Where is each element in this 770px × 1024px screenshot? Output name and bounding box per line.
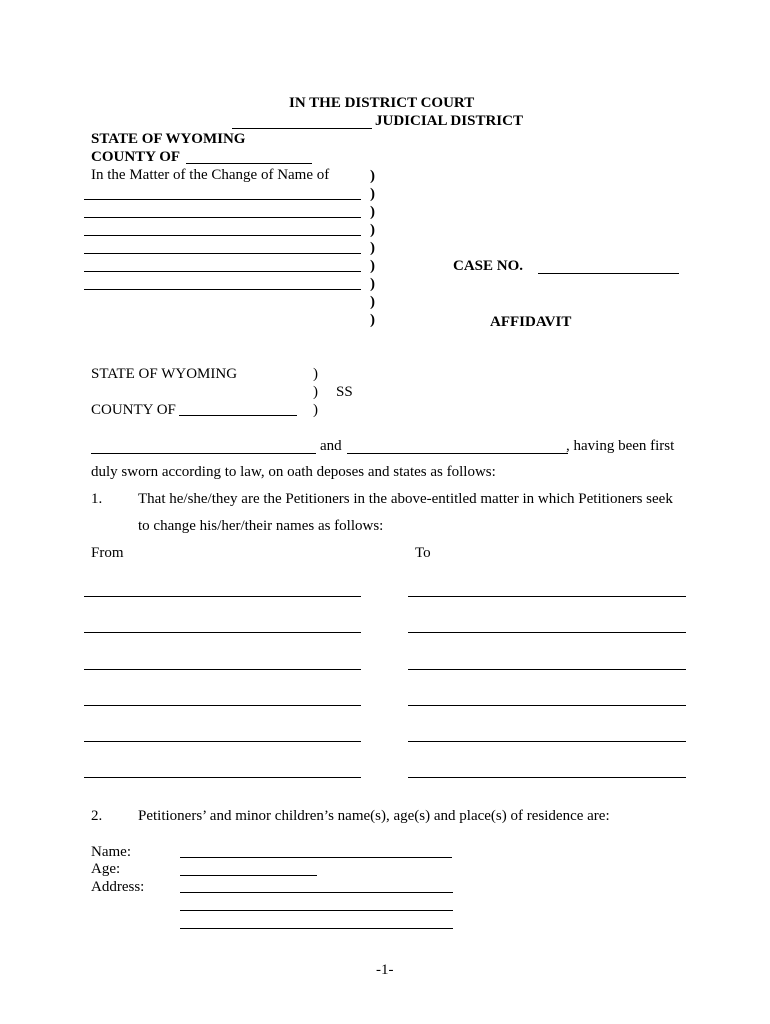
caption-county: COUNTY OF	[91, 149, 181, 165]
district-number-field[interactable]	[232, 128, 372, 129]
petitioner-name-line-4[interactable]	[84, 253, 361, 254]
age-label: Age:	[91, 861, 121, 877]
name-label: Name:	[91, 844, 131, 860]
venue-state: STATE OF WYOMING	[91, 366, 238, 382]
affiant-1-field[interactable]	[91, 453, 316, 454]
to-label: To	[415, 545, 431, 561]
sworn-statement: duly sworn according to law, on oath deposes and states as follows:	[91, 464, 496, 480]
from-name-field[interactable]	[84, 669, 361, 670]
from-name-field[interactable]	[84, 632, 361, 633]
caption-paren: )	[370, 186, 375, 202]
venue-ss: SS	[336, 384, 353, 400]
and-text: and	[320, 438, 342, 454]
caption-matter: In the Matter of the Change of Name of	[91, 167, 330, 183]
from-name-field[interactable]	[84, 705, 361, 706]
venue-county-field[interactable]	[179, 415, 297, 416]
document-title: AFFIDAVIT	[490, 314, 572, 330]
item-2-number: 2.	[91, 808, 103, 824]
petitioner-name-line-3[interactable]	[84, 235, 361, 236]
venue-paren: )	[313, 402, 318, 418]
caption-state: STATE OF WYOMING	[91, 131, 246, 147]
to-name-field[interactable]	[408, 777, 686, 778]
caption-paren: )	[370, 276, 375, 292]
having-been-text: , having been first	[566, 438, 675, 454]
item-1-text-cont: to change his/her/their names as follows:	[138, 518, 384, 534]
court-heading: IN THE DISTRICT COURT	[289, 95, 475, 111]
venue-county: COUNTY OF	[91, 402, 176, 418]
address-field-line-3[interactable]	[180, 928, 453, 929]
affiant-2-field[interactable]	[347, 453, 568, 454]
caption-paren: )	[370, 312, 375, 328]
venue-paren: )	[313, 366, 318, 382]
from-name-field[interactable]	[84, 741, 361, 742]
page-number: -1-	[376, 962, 394, 978]
item-1-number: 1.	[91, 491, 103, 507]
address-label: Address:	[91, 879, 145, 895]
venue-paren: )	[313, 384, 318, 400]
caption-paren: )	[370, 204, 375, 220]
caption-paren: )	[370, 294, 375, 310]
case-no-field[interactable]	[538, 273, 679, 274]
age-field[interactable]	[180, 875, 317, 876]
petitioner-name-line-2[interactable]	[84, 217, 361, 218]
from-name-field[interactable]	[84, 777, 361, 778]
to-name-field[interactable]	[408, 741, 686, 742]
item-2-text: Petitioners’ and minor children’s name(s), age(s) and place(s) of residence are:	[138, 808, 610, 824]
address-field-line-2[interactable]	[180, 910, 453, 911]
from-label: From	[91, 545, 124, 561]
caption-paren: )	[370, 222, 375, 238]
caption-paren: )	[370, 168, 375, 184]
to-name-field[interactable]	[408, 596, 686, 597]
name-field[interactable]	[180, 857, 452, 858]
caption-paren: )	[370, 258, 375, 274]
address-field-line-1[interactable]	[180, 892, 453, 893]
to-name-field[interactable]	[408, 669, 686, 670]
case-no-label: CASE NO.	[453, 258, 524, 274]
caption-paren: )	[370, 240, 375, 256]
caption-county-field[interactable]	[186, 163, 312, 164]
petitioner-name-line-6[interactable]	[84, 289, 361, 290]
to-name-field[interactable]	[408, 705, 686, 706]
from-name-field[interactable]	[84, 596, 361, 597]
petitioner-name-line-5[interactable]	[84, 271, 361, 272]
to-name-field[interactable]	[408, 632, 686, 633]
petitioner-name-line-1[interactable]	[84, 199, 361, 200]
district-heading: JUDICIAL DISTRICT	[375, 113, 523, 129]
item-1-text: That he/she/they are the Petitioners in the above-entitled matter in which Petitioners seek	[138, 491, 673, 507]
